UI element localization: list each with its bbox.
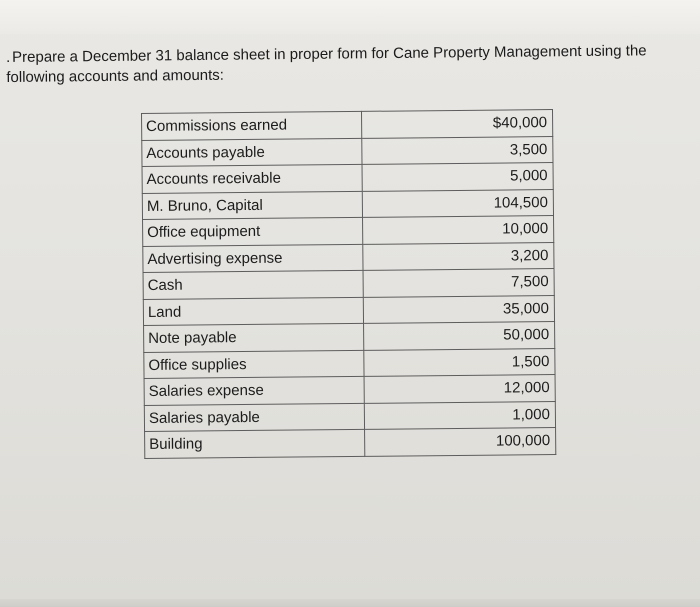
account-name: Salaries payable (144, 403, 364, 432)
question-prompt (6, 41, 686, 88)
paper-top-band (0, 0, 700, 34)
account-amount: $40,000 (361, 110, 552, 138)
account-name: Building (145, 429, 365, 458)
table-row (144, 348, 555, 378)
prompt-line-2: following accounts and amounts: (6, 66, 225, 86)
accounts-table (141, 109, 556, 458)
table-row (144, 322, 555, 352)
account-name: Office equipment (143, 217, 363, 246)
account-name: Accounts payable (142, 138, 362, 167)
account-amount: 10,000 (363, 216, 554, 244)
account-amount: 50,000 (364, 322, 555, 350)
prompt-line-1: Prepare a December 31 balance sheet in proper form for Cane Property Management using the (12, 42, 647, 66)
account-name: Salaries expense (144, 376, 364, 405)
prompt-bullet: . (6, 48, 11, 66)
account-amount: 7,500 (363, 269, 554, 297)
account-name: Accounts receivable (142, 164, 362, 193)
account-name: Land (143, 297, 363, 326)
table-row (142, 189, 553, 219)
table-row (145, 428, 556, 458)
account-name: Cash (143, 270, 363, 299)
account-amount: 1,500 (364, 348, 555, 376)
paper-bottom-edge (0, 599, 700, 607)
account-name: Commissions earned (142, 111, 362, 140)
table-row (143, 242, 554, 272)
table-row (142, 163, 553, 193)
account-amount: 3,500 (362, 136, 553, 164)
table-row (144, 375, 555, 405)
table-row (142, 136, 553, 166)
account-amount: 12,000 (364, 375, 555, 403)
table-row (143, 295, 554, 325)
account-amount: 35,000 (363, 295, 554, 323)
account-name: Note payable (144, 323, 364, 352)
account-amount: 5,000 (362, 163, 553, 191)
account-amount: 1,000 (364, 401, 555, 429)
account-amount: 3,200 (363, 242, 554, 270)
account-amount: 104,500 (362, 189, 553, 217)
table-row (142, 110, 553, 140)
account-amount: 100,000 (365, 428, 556, 456)
table-row (144, 401, 555, 431)
account-name: M. Bruno, Capital (142, 191, 362, 220)
table-row (143, 216, 554, 246)
account-name: Office supplies (144, 350, 364, 379)
table-row (143, 269, 554, 299)
account-name: Advertising expense (143, 244, 363, 273)
